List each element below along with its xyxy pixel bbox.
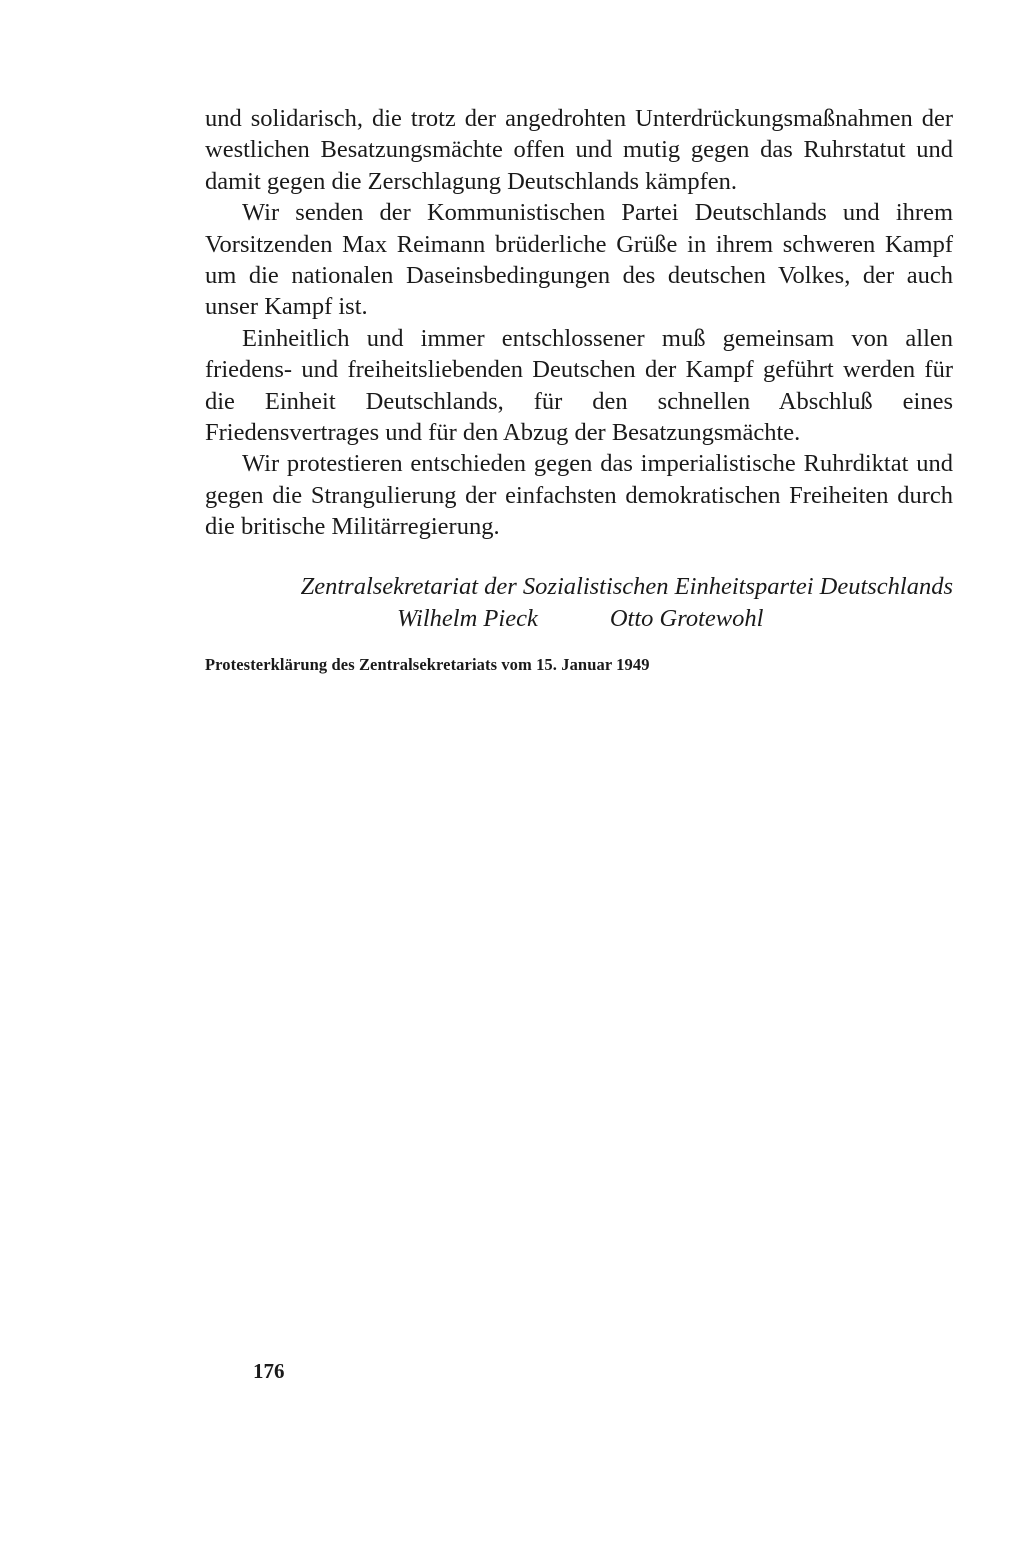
source-note: Protesterklärung des Zentralsekretariats vom 15. Januar 1949	[205, 654, 650, 674]
signatory-grotewohl: Otto Grotewohl	[609, 604, 764, 632]
page-number: 176	[253, 1359, 285, 1383]
signature-block	[205, 571, 953, 635]
document-page	[205, 103, 953, 677]
paragraph-1: und solidarisch, die trotz der angedrohten Unterdrückungsmaßnahmen der westlichen Besatzungsmächte offen und mutig gegen das Ruhrstatut und damit gegen die Zerschlagung Deutschlands kämpfen.	[205, 105, 953, 195]
signature-names	[205, 603, 953, 635]
paragraph-2: Wir senden der Kommunistischen Partei Deutschlands und ihrem Vorsitzenden Max Reimann brüderliche Grüße in ihrem schweren Kampf um die nationalen Daseinsbedingungen des deutschen Volkes, der auch unser Kampf ist.	[205, 199, 953, 321]
body-text	[205, 103, 953, 543]
paragraph-4: Wir protestieren entschieden gegen das imperialistische Ruhrdiktat und gegen die Strangulierung der einfachsten demokratischen Freiheiten durch die britische Militärregierung.	[205, 450, 953, 541]
signature-organization: Zentralsekretariat der Sozialistischen Einheitspartei Deutschlands	[300, 572, 953, 600]
signatory-pieck: Wilhelm Pieck	[397, 604, 538, 632]
paragraph-3: Einheitlich und immer entschlossener muß gemeinsam von allen friedens- und freiheitsliebenden Deutschen der Kampf geführt werden für die Einheit Deutschlands, für den schnellen Abschluß eines Friedensvertrages und für den Abzug der Besatzungsmächte.	[205, 324, 953, 447]
